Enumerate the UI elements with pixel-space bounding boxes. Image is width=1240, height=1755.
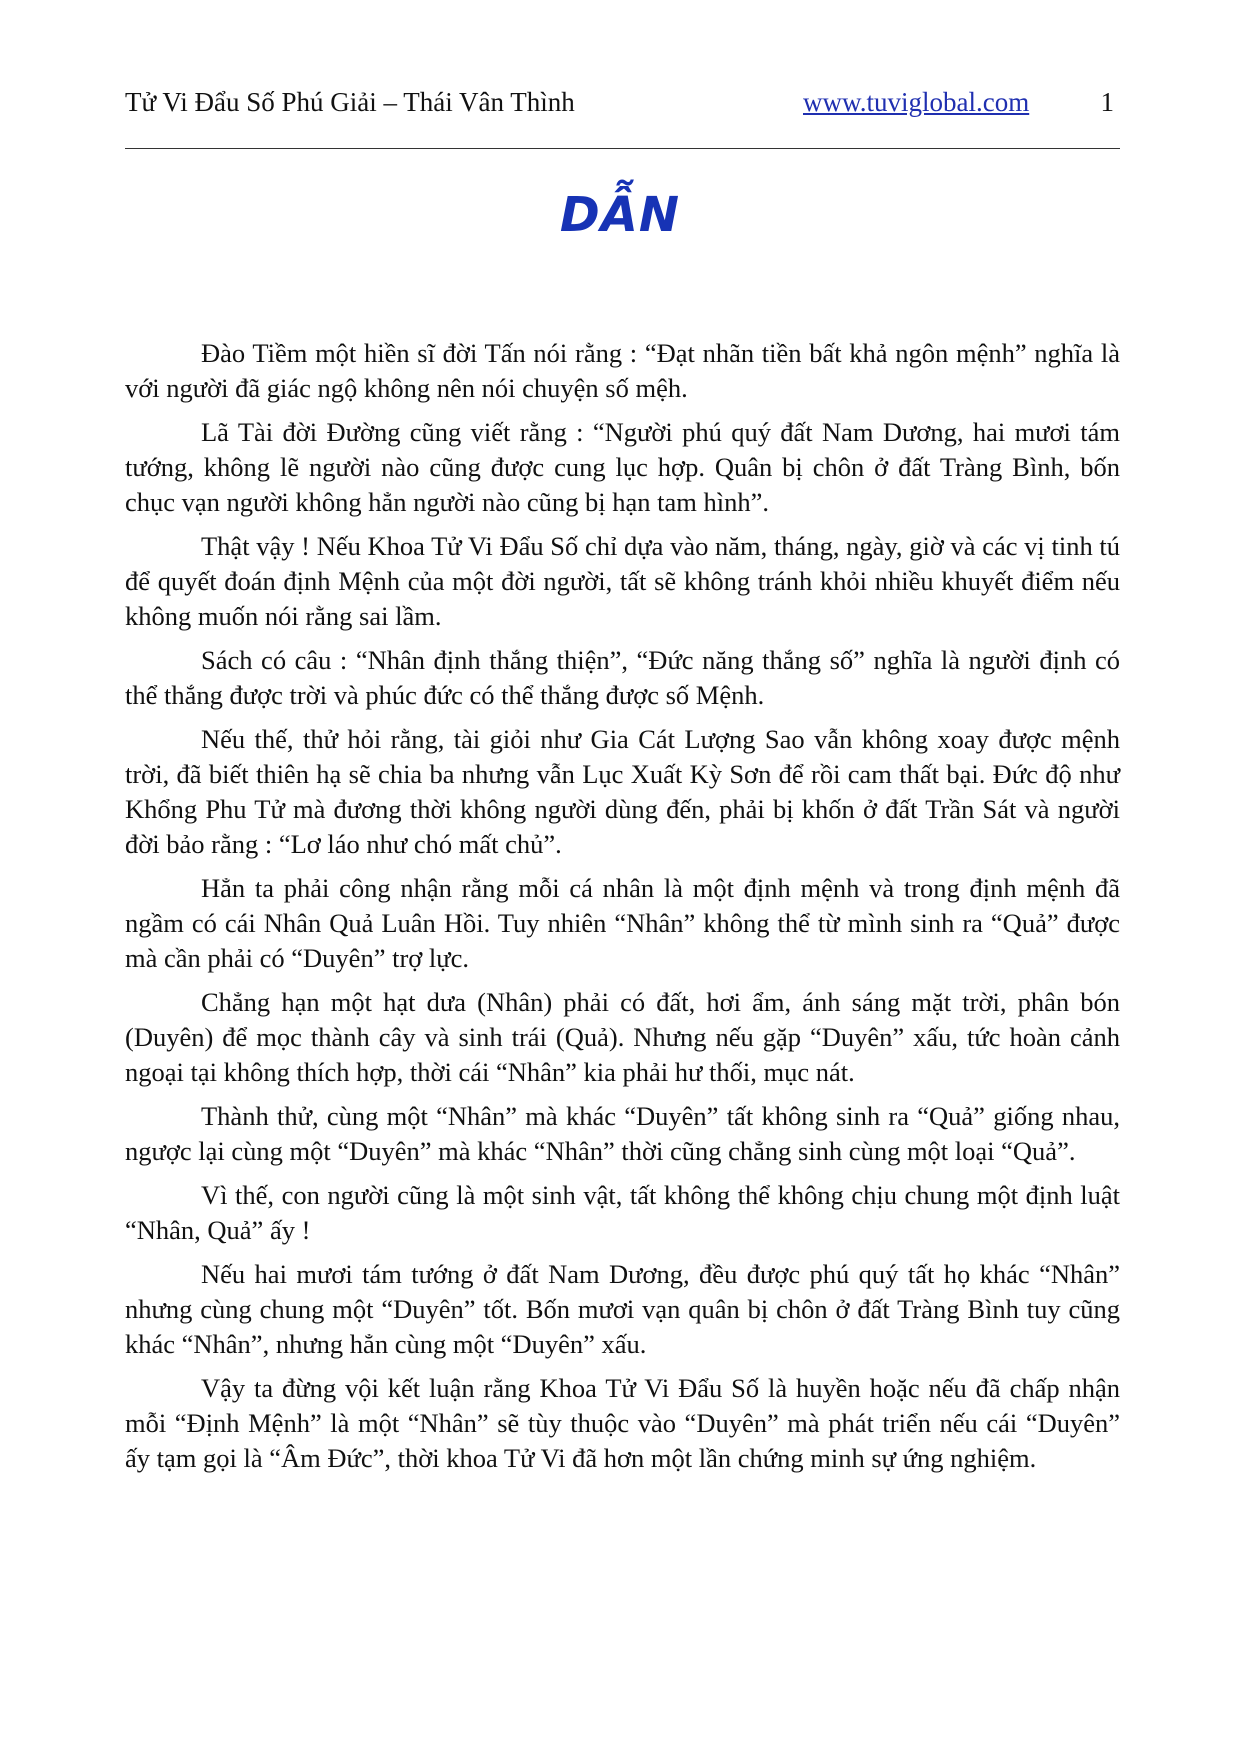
body-text <box>125 336 1120 1485</box>
website-link[interactable]: www.tuviglobal.com <box>803 87 1030 117</box>
paragraph: Hẳn ta phải công nhận rằng mỗi cá nhân là một định mệnh và trong định mệnh đã ngầm có cái Nhân Quả Luân Hồi. Tuy nhiên “Nhân” không thể từ mình sinh ra “Quả” được mà cần phải có “Duyên” trợ lực. <box>125 873 1120 973</box>
paragraph: Vậy ta đừng vội kết luận rằng Khoa Tử Vi Đẩu Số là huyền hoặc nếu đã chấp nhận mỗi “Định Mệnh” là một “Nhân” sẽ tùy thuộc vào “Duyên” mà phát triển nếu cái “Duyên” ấy tạm gọi là “Âm Đức”, thời khoa Tử Vi đã hơn một lần chứng minh sự ứng nghiệm. <box>125 1373 1120 1473</box>
paragraph: Thật vậy ! Nếu Khoa Tử Vi Đẩu Số chỉ dựa vào năm, tháng, ngày, giờ và các vị tinh tú để quyết đoán định Mệnh của một đời người, tất sẽ không tránh khỏi nhiều khuyết điểm nếu không muốn nói rằng sai lầm. <box>125 531 1120 631</box>
page-number: 1 <box>1100 87 1114 117</box>
page-header <box>125 82 1120 122</box>
paragraph: Đào Tiềm một hiền sĩ đời Tấn nói rằng : “Đạt nhãn tiền bất khả ngôn mệnh” nghĩa là với người đã giác ngộ không nên nói chuyện số mệh. <box>125 338 1120 403</box>
header-divider <box>125 148 1120 149</box>
paragraph: Nếu hai mươi tám tướng ở đất Nam Dương, đều được phú quý tất họ khác “Nhân” nhưng cùng chung một “Duyên” tốt. Bốn mươi vạn quân bị chôn ở đất Tràng Bình tuy cũng khác “Nhân”, nhưng hẳn cùng một “Duyên” xấu. <box>125 1259 1120 1359</box>
paragraph: Chẳng hạn một hạt dưa (Nhân) phải có đất, hơi ẩm, ánh sáng mặt trời, phân bón (Duyên) để mọc thành cây và sinh trái (Quả). Nhưng nếu gặp “Duyên” xấu, tức hoàn cảnh ngoại tại không thích hợp, thời cái “Nhân” kia phải hư thối, mục nát. <box>125 987 1120 1087</box>
paragraph: Nếu thế, thử hỏi rằng, tài giỏi như Gia Cát Lượng Sao vẫn không xoay được mệnh trời, đã biết thiên hạ sẽ chia ba nhưng vẫn Lục Xuất Kỳ Sơn để rồi cam thất bại. Đức độ như Khổng Phu Tử mà đương thời không người dùng đến, phải bị khốn ở đất Trần Sát và người đời bảo rằng : “Lơ láo như chó mất chủ”. <box>125 724 1120 859</box>
paragraph: Sách có câu : “Nhân định thắng thiện”, “Đức năng thắng số” nghĩa là người định có thể thắng được trời và phúc đức có thể thắng được số Mệnh. <box>125 645 1120 710</box>
chapter-heading: DẪN <box>559 187 681 243</box>
paragraph: Lã Tài đời Đường cũng viết rằng : “Người phú quý đất Nam Dương, hai mươi tám tướng, không lẽ người nào cũng được cung lục hợp. Quân bị chôn ở đất Tràng Bình, bốn chục vạn người không hẳn người nào cũng bị hạn tam hình”. <box>125 417 1120 517</box>
running-title: Tử Vi Đẩu Số Phú Giải – Thái Vân Thình <box>125 87 575 117</box>
paragraph: Thành thử, cùng một “Nhân” mà khác “Duyên” tất không sinh ra “Quả” giống nhau, ngược lại cùng một “Duyên” mà khác “Nhân” thời cũng chẳng sinh cùng một loại “Quả”. <box>125 1101 1120 1166</box>
paragraph: Vì thế, con người cũng là một sinh vật, tất không thể không chịu chung một định luật “Nhân, Quả” ấy ! <box>125 1180 1120 1245</box>
